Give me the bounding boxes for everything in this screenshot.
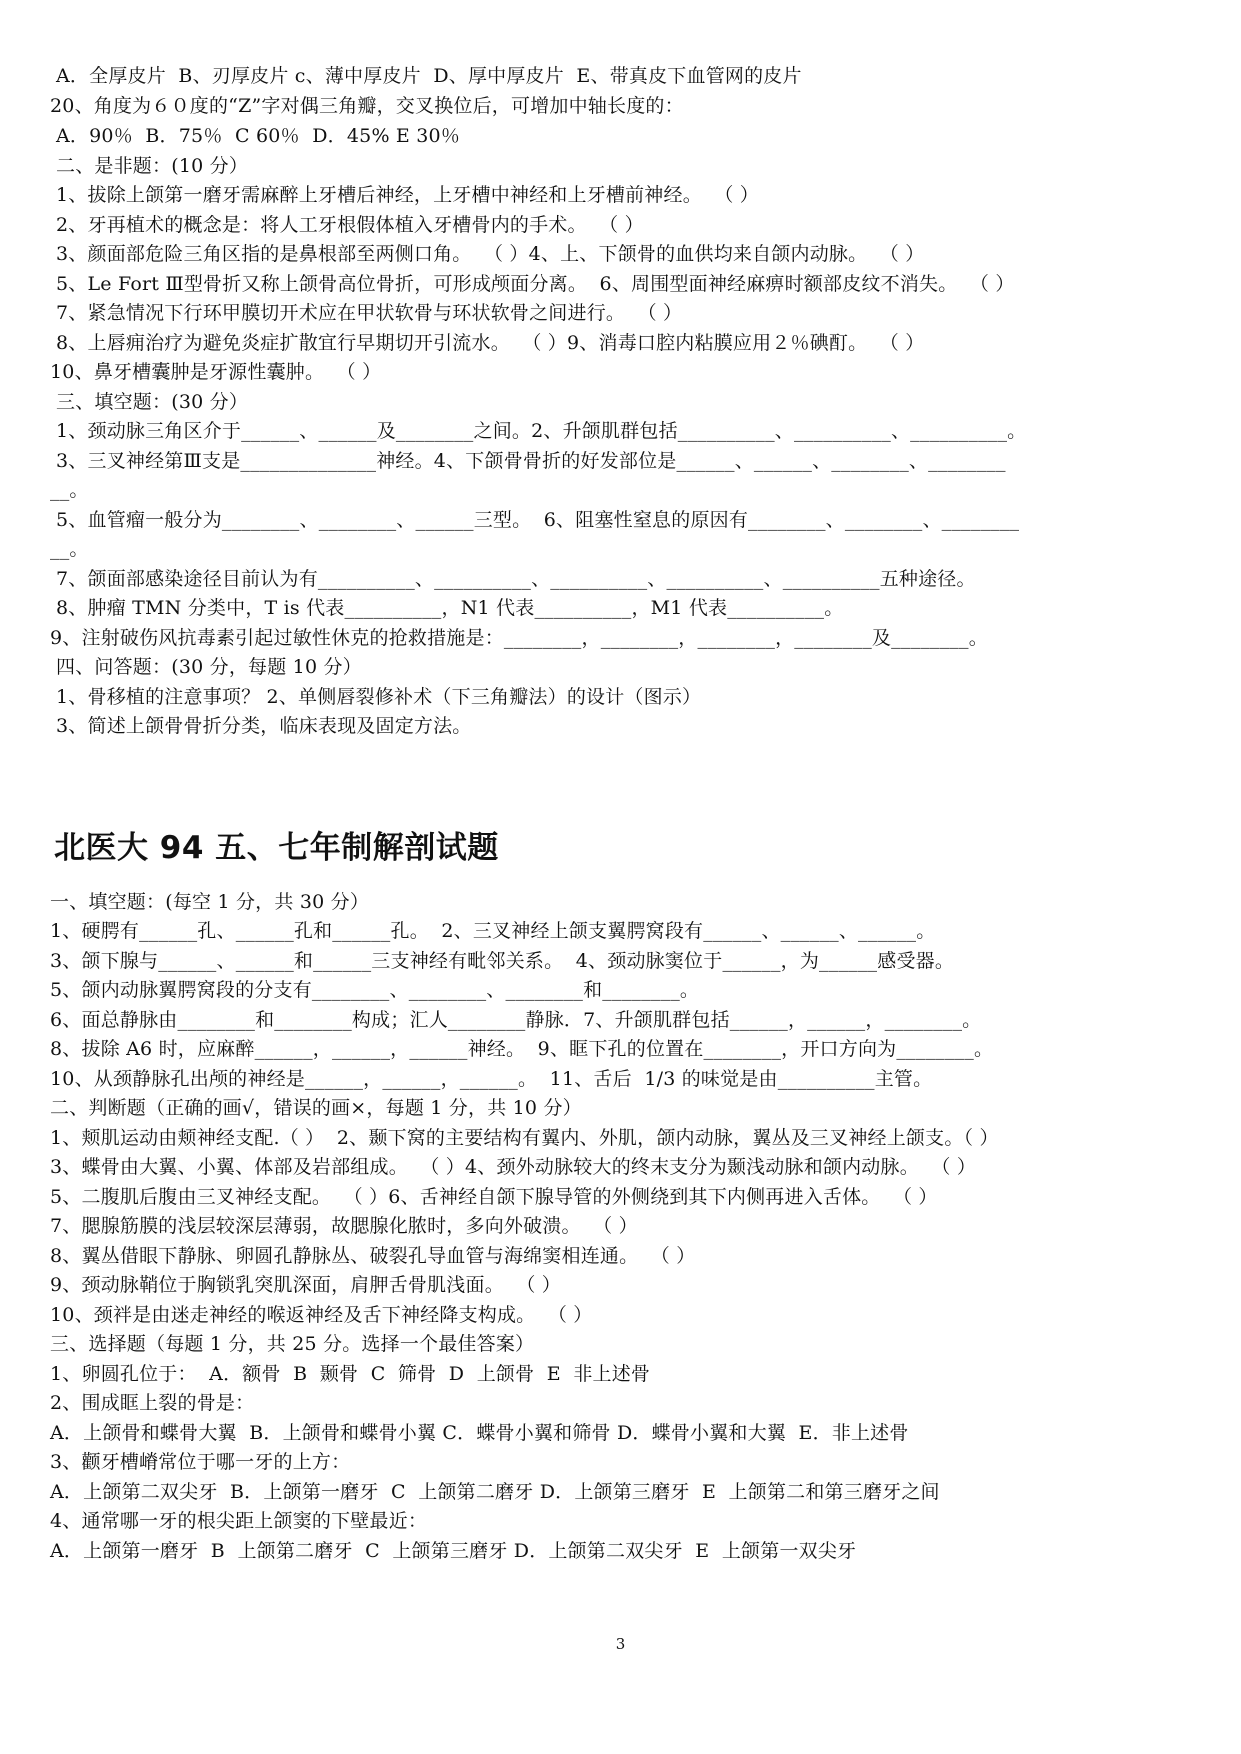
fill-item: 10、从颈静脉孔出颅的神经是______，______，______。 11、舌后 1/3 的味觉是由__________主管。 (50, 1068, 933, 1090)
section-heading-fill-blank: 三、填空题：(30 分） (56, 391, 249, 413)
essay-item: 3、简述上颌骨骨折分类，临床表现及固定方法。 (56, 715, 472, 737)
tf-item: 5、二腹肌后腹由三叉神经支配。 （ ）6、舌神经自颌下腺导管的外侧绕到其下内侧再进入舌体。 （ ） (50, 1186, 938, 1208)
page-number: 3 (615, 1635, 626, 1653)
fill-item: 3、颌下腺与______、______和______三支神经有毗邻关系。 4、颈动脉窦位于______，为______感受器。 (50, 950, 955, 972)
q20-options: A．90％ B．75％ C 60％ D．45% E 30％ (56, 125, 461, 147)
fill-item: 5、颌内动脉翼腭窝段的分支有________、________、________和________。 (50, 979, 700, 1001)
fill-item: 8、肿瘤 TMN 分类中，T is 代表__________，N1 代表__________，M1 代表__________。 (56, 597, 844, 619)
tf-item: 3、颜面部危险三角区指的是鼻根部至两侧口角。 （ ）4、上、下颌骨的血供均来自颌内动脉。 （ ） (56, 243, 925, 265)
tf-item: 10、颈袢是由迷走神经的喉返神经及舌下神经降支构成。 （ ） (50, 1304, 593, 1326)
mc-options: A．上颌第一磨牙 B 上颌第二磨牙 C 上颌第三磨牙 D．上颌第二双尖牙 E 上颌第一双尖牙 (50, 1540, 857, 1562)
tf-item: 3、蝶骨由大翼、小翼、体部及岩部组成。 （ ）4、颈外动脉较大的终末支分为颞浅动脉和颌内动脉。 （ ） (50, 1156, 977, 1178)
q19-options: A．全厚皮片 B、刃厚皮片 c、薄中厚皮片 D、厚中厚皮片 E、带真皮下血管网的皮片 (56, 65, 802, 87)
tf-item: 1、颊肌运动由颊神经支配.（ ） 2、颞下窝的主要结构有翼内、外肌，颌内动脉，翼丛及三叉神经上颌支。（ ） (50, 1127, 999, 1149)
fill-item: 3、三叉神经第Ⅲ支是______________神经。4、下颌骨骨折的好发部位是______、______、________、________ (56, 450, 1006, 472)
tf-item: 2、牙再植术的概念是：将人工牙根假体植入牙槽骨内的手术。 （ ） (56, 214, 644, 236)
section-heading-fill-blank: 一、填空题：(每空 1 分，共 30 分） (50, 891, 370, 913)
fill-item: 6、面总静脉由________和________构成；汇人________静脉．7、升颌肌群包括______，______，________。 (50, 1009, 982, 1031)
fill-item: 7、颌面部感染途径目前认为有__________、__________、__________、__________、__________五种途径。 (56, 568, 976, 590)
tf-item: 7、紧急情况下行环甲膜切开术应在甲状软骨与环状软骨之间进行。 （ ） (56, 302, 683, 324)
fill-item: 1、颈动脉三角区介于______、______及________之间。2、升颌肌群包括__________、__________、__________。 (56, 420, 1027, 442)
tf-item: 5、Le Fort Ⅲ型骨折又称上颌骨高位骨折，可形成颅面分离。 6、周围型面神经麻痹时额部皮纹不消失。 （ ） (56, 273, 1015, 295)
fill-item: 1、硬腭有______孔、______孔和______孔。 2、三叉神经上颌支翼腭窝段有______、______、______。 (50, 920, 936, 942)
exam-title: 北医大 94 五、七年制解剖试题 (54, 830, 499, 866)
tf-item: 8、翼丛借眼下静脉、卵圆孔静脉丛、破裂孔导血管与海绵窦相连通。 （ ） (50, 1245, 696, 1267)
tf-item: 1、拔除上颌第一磨牙需麻醉上牙槽后神经，上牙槽中神经和上牙槽前神经。 （ ） (56, 184, 760, 206)
mc-item: 4、通常哪一牙的根尖距上颌窦的下壁最近： (50, 1510, 428, 1532)
section-heading-essay: 四、问答题：(30 分，每题 10 分） (56, 656, 362, 678)
section-heading-judgment: 二、判断题（正确的画√，错误的画×，每题 1 分，共 10 分） (50, 1097, 582, 1119)
fill-item: 8、拔除 A6 时，应麻醉______，______，______神经。 9、眶下孔的位置在________，开口方向为________。 (50, 1038, 994, 1060)
essay-item: 1、骨移植的注意事项？ 2、单侧唇裂修补术（下三角瓣法）的设计（图示） (56, 686, 702, 708)
section-heading-multiple-choice: 三、选择题（每题 1 分，共 25 分。选择一个最佳答案） (50, 1333, 535, 1355)
fill-item-continuation: __。 (50, 538, 89, 560)
fill-item: 5、血管瘤一般分为________、________、______三型。 6、阻塞性窒息的原因有________、________、________ (56, 509, 1020, 531)
tf-item: 7、腮腺筋膜的浅层较深层薄弱，故腮腺化脓时，多向外破溃。 （ ） (50, 1215, 638, 1237)
mc-item: 2、围成眶上裂的骨是： (50, 1392, 255, 1414)
mc-item: 1、卵圆孔位于： A．额骨 B 颞骨 C 筛骨 D 上颌骨 E 非上述骨 (50, 1363, 651, 1385)
tf-item: 8、上唇痈治疗为避免炎症扩散宜行早期切开引流水。 （ ）9、消毒口腔内粘膜应用２％碘酊。 （ ） (56, 332, 925, 354)
tf-item: 9、颈动脉鞘位于胸锁乳突肌深面，肩胛舌骨肌浅面。 （ ） (50, 1274, 562, 1296)
fill-item: 9、注射破伤风抗毒素引起过敏性休克的抢救措施是：________，________，________，________及________。 (50, 627, 988, 649)
tf-item: 10、鼻牙槽囊肿是牙源性囊肿。 （ ） (50, 361, 382, 383)
mc-options: A．上颌骨和蝶骨大翼 B．上颌骨和蝶骨小翼 C．蝶骨小翼和筛骨 D．蝶骨小翼和大翼 E．非上述骨 (50, 1422, 909, 1444)
mc-options: A．上颌第二双尖牙 B．上颌第一磨牙 C 上颌第二磨牙 D．上颌第三磨牙 E 上颌第二和第三磨牙之间 (50, 1481, 940, 1503)
fill-item-continuation: __。 (50, 479, 89, 501)
section-heading-true-false: 二、是非题：(10 分） (56, 155, 249, 177)
q20-question: 20、角度为６０度的“Z”字对偶三角瓣，交叉换位后，可增加中轴长度的： (50, 95, 684, 117)
mc-item: 3、颧牙槽嵴常位于哪一牙的上方： (50, 1451, 351, 1473)
